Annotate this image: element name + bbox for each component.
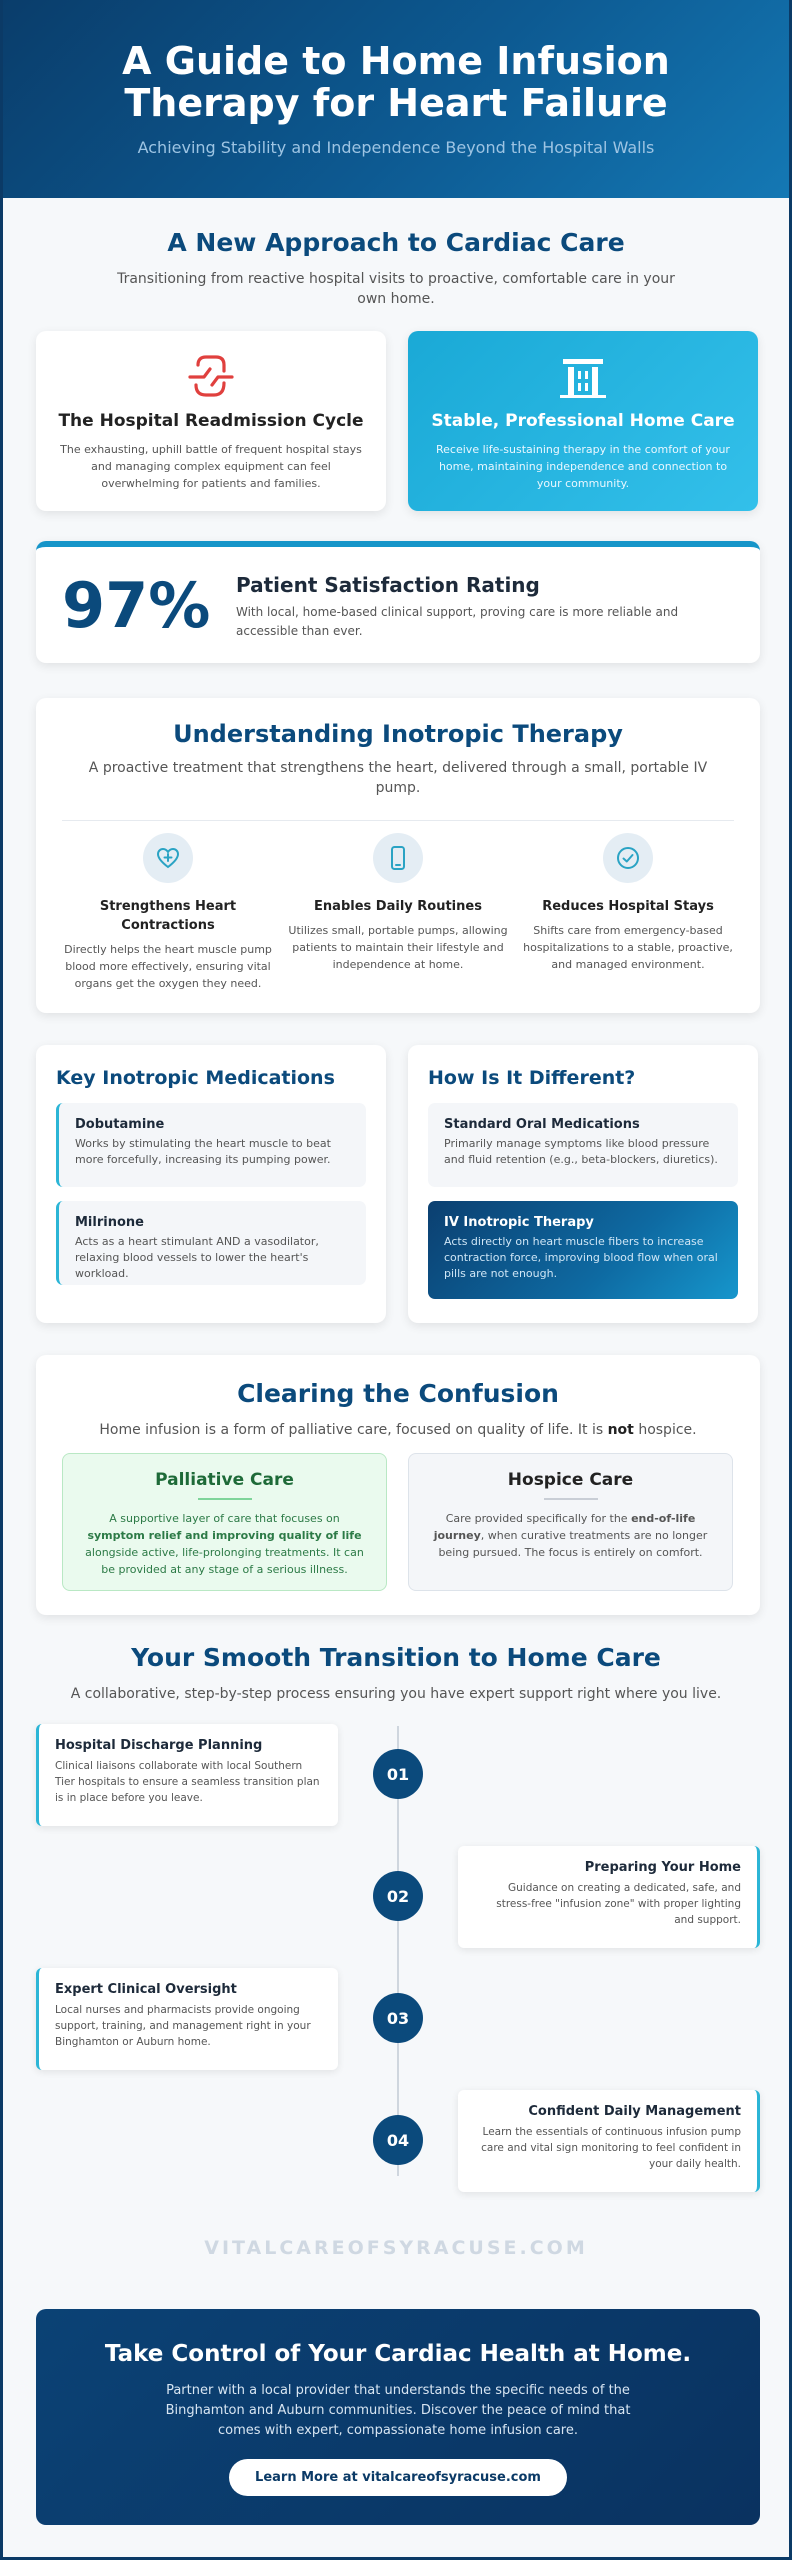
feature-reduces-stays [518,833,738,973]
inotropic-section [36,698,760,1013]
transition-title: Your Smooth Transition to Home Care [131,1643,661,1672]
cta-title: Take Control of Your Cardiac Health at Home. [104,2341,692,2367]
step-number: 02 [373,1871,423,1921]
inotropic-title: Understanding Inotropic Therapy [173,720,623,748]
medication-item-milrinone [56,1201,366,1285]
feature-strengthens [58,833,278,992]
timeline-step-2 [458,1846,760,1948]
medication-name: Dobutamine [75,1117,165,1132]
page-title: A Guide to Home Infusion Therapy for Heart Failure [122,39,670,125]
confusion-section [36,1355,760,1615]
step-number: 01 [373,1749,423,1799]
feature-title: Enables Daily Routines [314,899,482,914]
palliative-care-box [62,1453,387,1591]
step-text: Guidance on creating a dedicated, safe, and stress-free "infusion zone" with proper lighting and support. [496,1882,741,1926]
home-care-text: Receive life-sustaining therapy in the comfort of your home, maintaining independence and connection to your community. [436,443,730,490]
confusion-subtitle: Home infusion is a form of palliative care, focused on quality of life. It is not hospice. [99,1422,697,1438]
approach-subtitle: Transitioning from reactive hospital visits to proactive, comfortable care in your own home. [117,271,675,307]
call-to-action [36,2309,760,2525]
timeline-step-3 [36,1968,338,2070]
feature-daily-routines [288,833,508,973]
timeline-step-4 [458,2090,760,2192]
palliative-title: Palliative Care [155,1470,294,1490]
hospice-text: Care provided specifically for the end-of-life journey, when curative treatments are no longer being pursued. The focus is entirely on comfort. [433,1512,708,1559]
satisfaction-value: 97% [62,569,211,642]
step-text: Local nurses and pharmacists provide ongoing support, training, and management right in your Binghamton or Auburn home. [55,2004,311,2048]
readmission-title: The Hospital Readmission Cycle [58,411,364,431]
step-number: 03 [373,1993,423,2043]
heart-plus-icon [143,833,193,883]
medication-name: Milrinone [75,1215,144,1230]
medication-text: Works by stimulating the heart muscle to beat more forcefully, increasing its pumping power. [75,1137,331,1166]
step-text: Clinical liaisons collaborate with local Southern Tier hospitals to ensure a seamless transition plan is in place before you leave. [55,1760,320,1804]
learn-more-button[interactable]: Learn More at vitalcareofsyracuse.com [229,2459,567,2496]
feature-text: Utilizes small, portable pumps, allowing patients to maintain their lifestyle and independence at home. [288,924,508,971]
difference-section [408,1045,758,1323]
inotropic-divider [62,820,734,821]
cta-text: Partner with a local provider that understands the specific needs of the Binghamton and Auburn communities. Discover the peace of mind that comes with expert, compassionate home infusion care. [165,2383,631,2438]
medications-title: Key Inotropic Medications [56,1067,335,1089]
transition-section [3,1643,789,1704]
hospital-cycle-icon [184,353,238,401]
transition-subtitle: A collaborative, step-by-step process ensuring you have expert support right where you live. [70,1686,722,1702]
mobile-pump-icon [373,833,423,883]
medication-item-dobutamine [56,1103,366,1187]
step-title: Expert Clinical Oversight [55,1982,237,1997]
medications-section [36,1045,386,1323]
difference-item-iv [428,1201,738,1299]
step-number: 04 [373,2115,423,2165]
difference-item-oral [428,1103,738,1187]
inotropic-subtitle: A proactive treatment that strengthens the heart, delivered through a small, portable IV pump. [88,760,708,796]
step-title: Confident Daily Management [528,2104,741,2119]
palliative-text: A supportive layer of care that focuses on symptom relief and improving quality of life alongside active, life-prolonging treatments. It can be provided at any stage of a serious illness. [85,1512,364,1576]
home-care-icon [556,353,610,401]
satisfaction-text: With local, home-based clinical support, proving care is more reliable and accessible than ever. [236,605,679,638]
hospice-care-box [408,1453,733,1591]
feature-text: Directly helps the heart muscle pump blood more effectively, ensuring vital organs get the oxygen they need. [64,943,272,990]
check-circle-icon [603,833,653,883]
medication-text: Acts as a heart stimulant AND a vasodilator, relaxing blood vessels to lower the heart's workload. [75,1235,319,1280]
difference-name: Standard Oral Medications [444,1117,640,1132]
approach-cards [36,331,760,511]
difference-name: IV Inotropic Therapy [444,1215,594,1230]
step-title: Hospital Discharge Planning [55,1738,263,1753]
home-care-title: Stable, Professional Home Care [431,411,735,431]
home-care-card [408,331,758,511]
satisfaction-stat [36,541,760,663]
approach-section [3,228,789,490]
step-title: Preparing Your Home [584,1860,741,1875]
satisfaction-title: Patient Satisfaction Rating [236,573,540,597]
approach-title: A New Approach to Cardiac Care [167,228,625,257]
difference-text: Primarily manage symptoms like blood pressure and fluid retention (e.g., beta-blockers, diuretics). [444,1137,718,1166]
readmission-card [36,331,386,511]
palliative-divider [198,1498,252,1500]
difference-title: How Is It Different? [428,1067,636,1089]
readmission-text: The exhausting, uphill battle of frequent hospital stays and managing complex equipment can feel overwhelming for patients and families. [60,443,362,490]
confusion-title: Clearing the Confusion [237,1379,559,1408]
hospice-title: Hospice Care [507,1470,634,1490]
step-text: Learn the essentials of continuous infusion pump care and vital sign monitoring to feel confident in your daily health. [481,2126,741,2170]
timeline-step-1 [36,1724,338,1826]
website-watermark: VITALCAREOFSYRACUSE.COM [204,2237,588,2259]
hero-banner [3,0,789,198]
page-subtitle: Achieving Stability and Independence Beyond the Hospital Walls [137,138,655,157]
feature-title: Reduces Hospital Stays [542,899,714,914]
difference-text: Acts directly on heart muscle fibers to increase contraction force, improving blood flow when oral pills are not enough. [444,1235,718,1280]
feature-text: Shifts care from emergency-based hospitalizations to a stable, proactive, and managed environment. [523,924,733,971]
hospice-divider [544,1498,598,1500]
feature-title: Strengthens Heart Contractions [99,899,237,933]
